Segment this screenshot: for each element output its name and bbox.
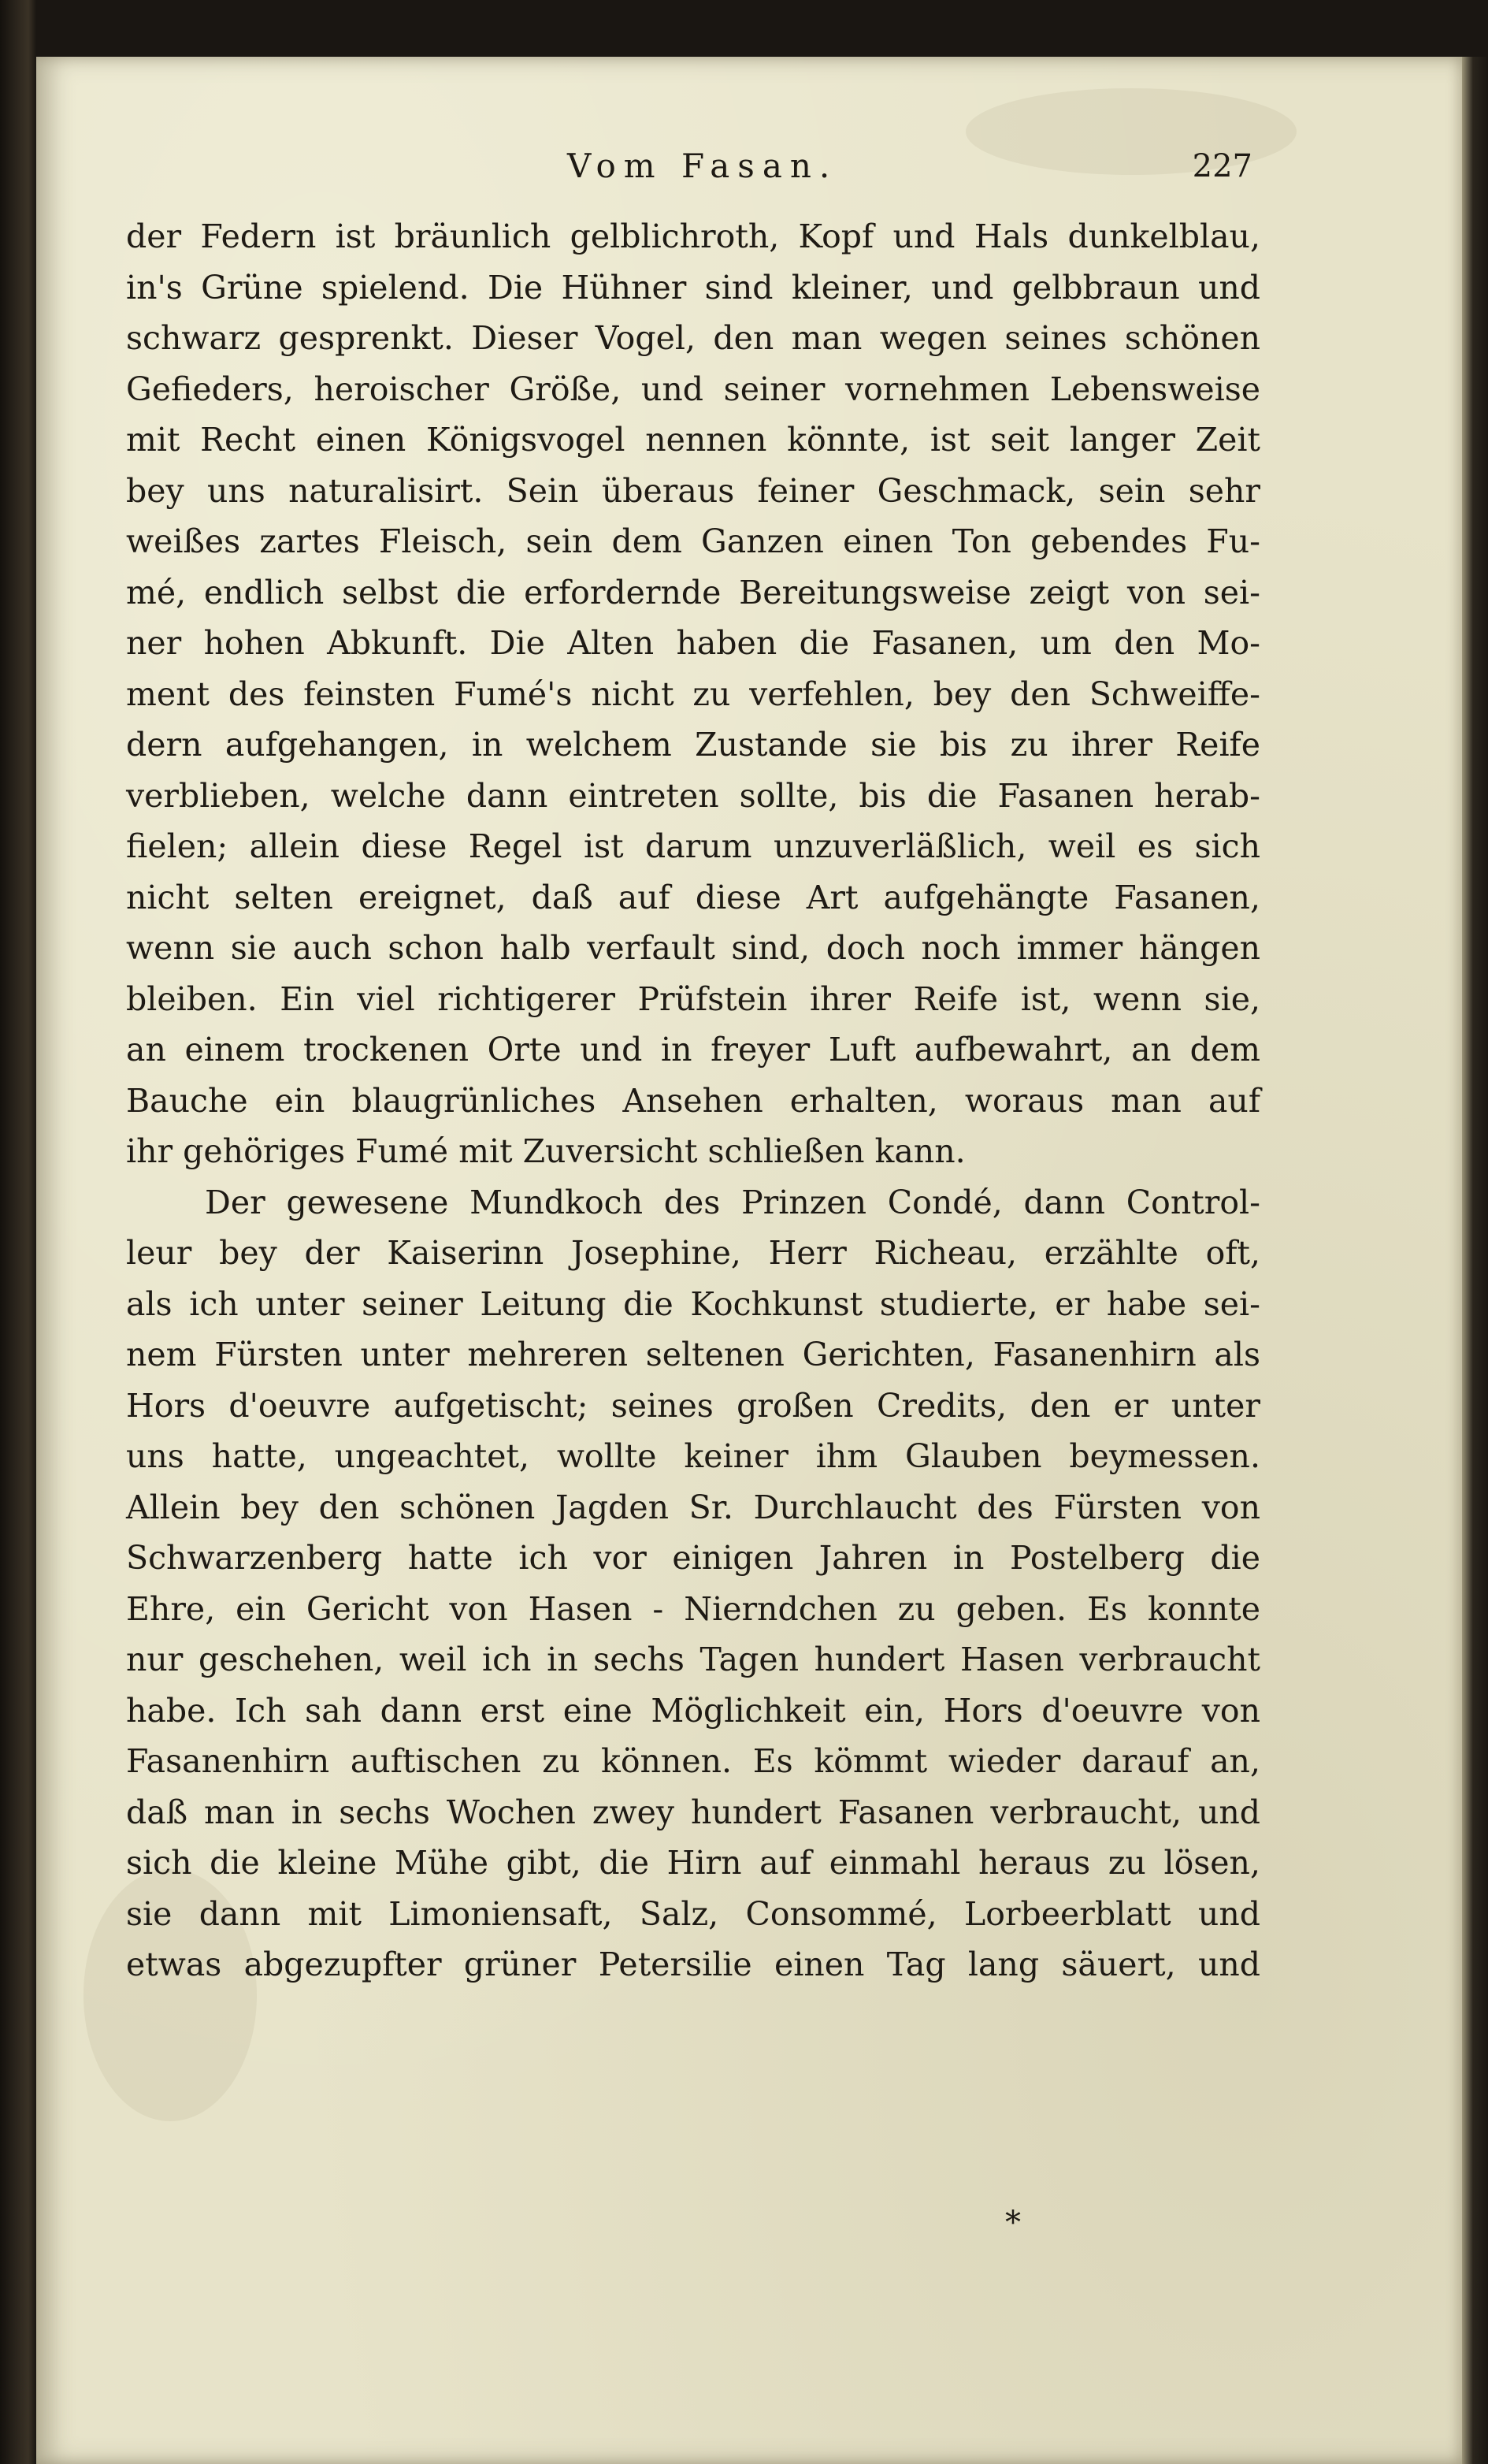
text-line: nicht selten ereignet, daß auf diese Art aufgehängte Fasanen, (126, 878, 1260, 916)
text-line: Fasanenhirn auftischen zu können. Es kömmt wieder darauf an, (126, 1742, 1260, 1780)
text-line: etwas abgezupfter grüner Petersilie einen Tag lang säuert, und (126, 1946, 1260, 1983)
text-line: Der gewesene Mundkoch des Prinzen Condé, dann Control- (205, 1183, 1260, 1221)
text-line: weißes zartes Fleisch, sein dem Ganzen einen Ton gebendes Fu- (126, 522, 1260, 560)
signature-mark: * (1005, 2205, 1021, 2241)
paragraph-2 (126, 1177, 1260, 1990)
text-line: fielen; allein diese Regel ist darum unzuverläßlich, weil es sich (126, 827, 1260, 865)
text-line: uns hatte, ungeachtet, wollte keiner ihm Glauben beymessen. (126, 1437, 1260, 1475)
text-line: wenn sie auch schon halb verfault sind, doch noch immer hängen (126, 929, 1260, 967)
text-line: daß man in sechs Wochen zwey hundert Fasanen verbraucht, und (126, 1793, 1260, 1831)
text-line: schwarz gesprenkt. Dieser Vogel, den man wegen seines schönen (126, 319, 1260, 357)
text-line: an einem trockenen Orte und in freyer Luft aufbewahrt, an dem (126, 1031, 1260, 1068)
text-line: der Federn ist bräunlich gelblichroth, Kopf und Hals dunkelblau, (126, 217, 1260, 255)
text-line: in's Grüne spielend. Die Hühner sind kleiner, und gelbbraun und (126, 268, 1260, 307)
text-line: habe. Ich sah dann erst eine Möglichkeit ein, Hors d'oeuvre von (126, 1691, 1260, 1730)
text-line: Allein bey den schönen Jagden Sr. Durchlaucht des Fürsten von (126, 1488, 1260, 1526)
text-line: sich die kleine Mühe gibt, die Hirn auf einmahl heraus zu lösen, (126, 1844, 1260, 1882)
text-line: sie dann mit Limoniensaft, Salz, Consommé, Lorbeerblatt und (126, 1894, 1260, 1933)
text-line: ihr gehöriges Fumé mit Zuversicht schließen kann. (126, 1132, 966, 1170)
text-line: leur bey der Kaiserinn Josephine, Herr Richeau, erzählte oft, (126, 1234, 1260, 1272)
page-edge (1462, 57, 1488, 2464)
paragraph-1 (126, 211, 1260, 1177)
text-line: mé, endlich selbst die erfordernde Bereitungsweise zeigt von sei- (126, 573, 1260, 611)
text-line: bey uns naturalisirt. Sein überaus feiner Geschmack, sein sehr (126, 471, 1260, 510)
text-line: Hors d'oeuvre aufgetischt; seines großen Credits, den er unter (126, 1386, 1260, 1425)
page-number: 227 (1192, 148, 1252, 184)
text-line: nem Fürsten unter mehreren seltenen Gerichten, Fasanenhirn als (126, 1336, 1260, 1373)
text-line: Gefieders, heroischer Größe, und seiner vornehmen Lebensweise (126, 370, 1260, 408)
text-line: Schwarzenberg hatte ich vor einigen Jahren in Postelberg die (126, 1539, 1260, 1577)
running-title: Vom Fasan. (567, 147, 838, 185)
text-line: mit Recht einen Königsvogel nennen könnte, ist seit langer Zeit (126, 421, 1260, 459)
text-line: als ich unter seiner Leitung die Kochkunst studierte, er habe sei- (126, 1284, 1260, 1323)
text-line: bleiben. Ein viel richtigerer Prüfstein ihrer Reife ist, wenn sie, (126, 979, 1260, 1018)
text-line: nur geschehen, weil ich in sechs Tagen hundert Hasen verbraucht (126, 1641, 1260, 1678)
text-line: verblieben, welche dann eintreten sollte, bis die Fasanen herab- (126, 776, 1260, 815)
text-line: Bauche ein blaugrünliches Ansehen erhalten, woraus man auf (126, 1081, 1260, 1120)
text-line: ner hohen Abkunft. Die Alten haben die Fasanen, um den Mo- (126, 624, 1260, 662)
page-header (102, 147, 1252, 194)
body-text (126, 211, 1260, 1990)
text-line: dern aufgehangen, in welchem Zustande sie bis zu ihrer Reife (126, 726, 1260, 764)
text-line: ment des feinsten Fumé's nicht zu verfehlen, bey den Schweiffe- (126, 675, 1260, 713)
text-line: Ehre, ein Gericht von Hasen - Nierndchen zu geben. Es konnte (126, 1589, 1260, 1628)
